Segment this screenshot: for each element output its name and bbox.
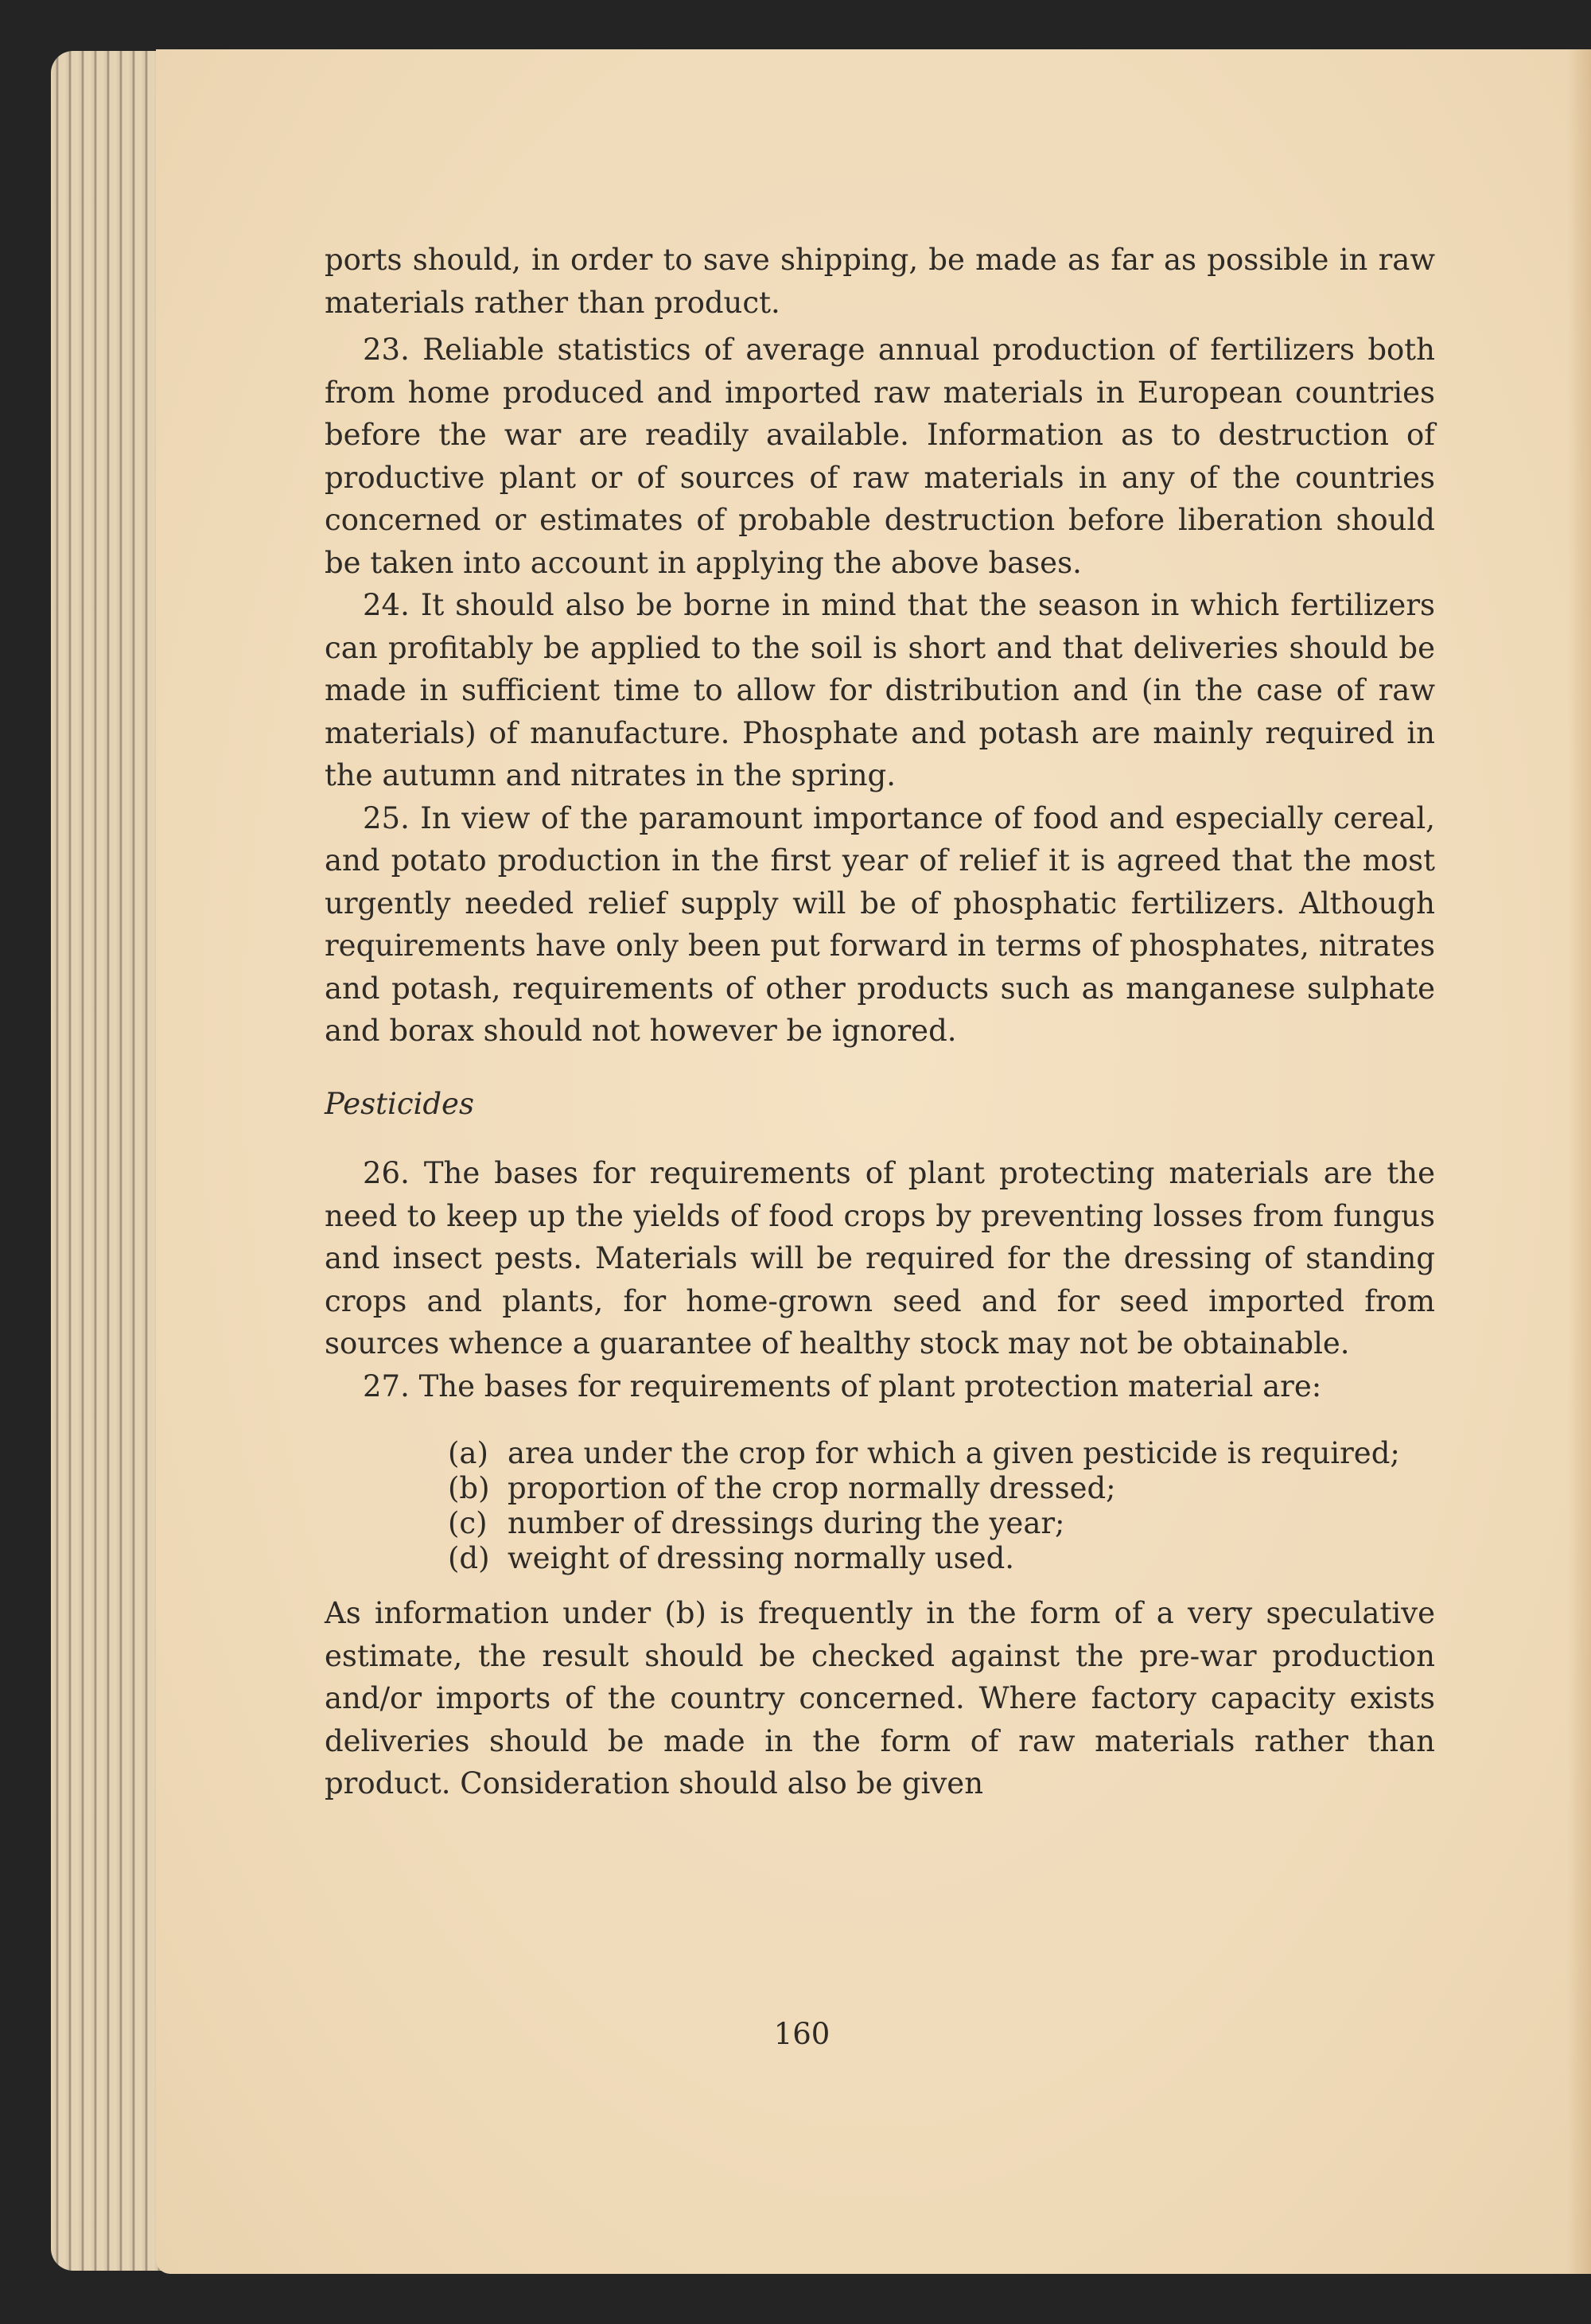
book-page-edges	[51, 51, 162, 2271]
paragraph-number: 25.	[363, 800, 410, 835]
paragraph-text: Reliable statistics of average annual production of fertilizers both from home produced and imported raw materials in European countries before the war are readily available. Information as to destruction of productive plant or of sources of raw materials in any of the countries concerned or estimates of probable destruction before liberation should be taken into account in applying the above bases.	[325, 333, 1435, 580]
paragraph-text: In view of the paramount importance of food and especially cereal, and potato production in the first year of relief it is agreed that the most urgently needed relief supply will be of phosphatic fertilizers. Although requirements have only been put forward in terms of phosphates, nitrates and potash, requirements of other products such as manganese sulphate and borax should not however be ignored.	[325, 800, 1435, 1048]
list-item-text: number of dressings during the year;	[508, 1506, 1065, 1540]
paragraph-number: 24.	[363, 588, 410, 622]
list-item-label: (c)	[448, 1506, 488, 1540]
paragraph-23	[325, 329, 1435, 584]
paragraph-text: The bases for requirements of plant protecting materials are the need to keep up the yields of food crops by preventing losses from fungus and insect pests. Materials will be required for the dressing of standing crops and plants, for home-grown seed and for seed imported from sources whence a guarantee of healthy stock may not be obtainable.	[325, 1156, 1435, 1361]
requirements-list	[325, 1436, 1435, 1576]
list-item-label: (d)	[448, 1541, 490, 1575]
list-item-text: proportion of the crop normally dressed;	[508, 1471, 1116, 1505]
paragraph-text: The bases for requirements of plant protection material are:	[418, 1368, 1322, 1403]
paragraph-24	[325, 584, 1435, 797]
list-item-label: (b)	[448, 1471, 490, 1505]
paragraph-25	[325, 797, 1435, 1053]
paragraph-text: ports should, in order to save shipping, be made as far as possible in raw materials rather than product.	[325, 243, 1435, 320]
paragraph-text: It should also be borne in mind that the season in which fertilizers can profitably be applied to the soil is short and that deliveries should be made in sufficient time to allow for distribution and (in the case of raw materials) of manufacture. Phosphate and potash are mainly required in the autumn and nitrates in the spring.	[325, 588, 1435, 792]
closing-paragraph: As information under (b) is frequently in the form of a very speculative estimate, the result should be checked against the pre-war production and/or imports of the country concerned. Where factory capacity exists deliveries should be made in the form of raw materials rather than product. Consideration should also be given	[325, 1596, 1435, 1800]
paragraph-continuation	[325, 239, 1435, 324]
paragraph-26	[325, 1152, 1435, 1365]
paragraph-number: 26.	[363, 1156, 410, 1190]
list-item-a	[448, 1436, 1435, 1471]
list-item-label: (a)	[448, 1436, 488, 1470]
paragraph-number: 27.	[363, 1368, 410, 1403]
list-item-d	[448, 1541, 1435, 1576]
list-item-text: weight of dressing normally used.	[508, 1541, 1015, 1575]
page-body	[325, 239, 1435, 1805]
list-item-c	[448, 1506, 1435, 1541]
paragraph-27	[325, 1365, 1435, 1408]
section-heading-pesticides: Pesticides	[325, 1086, 474, 1121]
paragraph-number: 23.	[363, 333, 410, 367]
list-item-b	[448, 1471, 1435, 1506]
list-item-text: area under the crop for which a given pesticide is required;	[508, 1436, 1400, 1470]
page-number: 160	[773, 2017, 831, 2051]
